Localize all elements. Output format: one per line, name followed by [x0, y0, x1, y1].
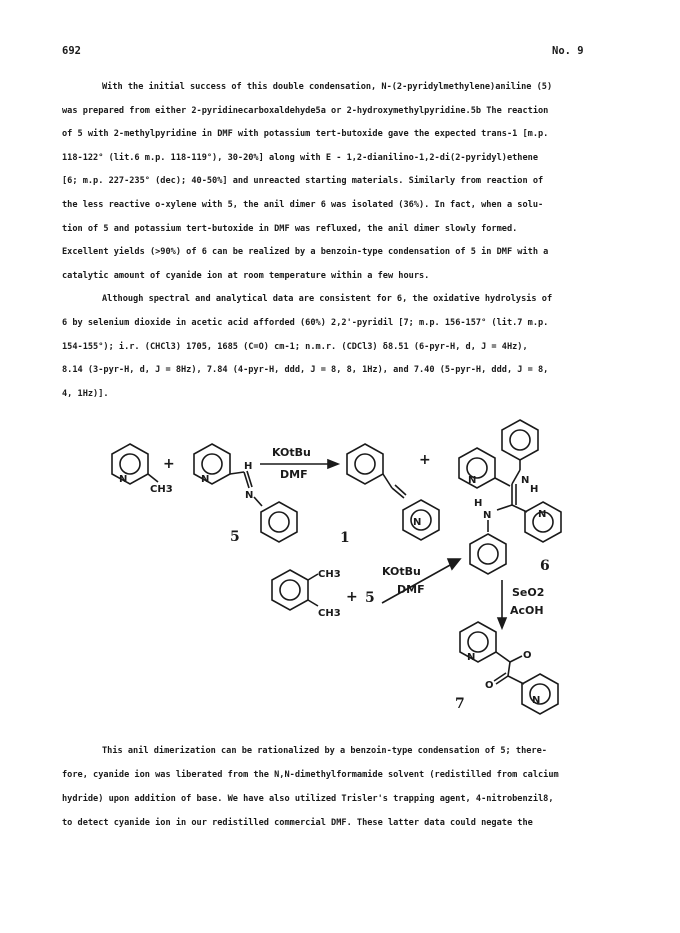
- plus-sign: +: [163, 456, 175, 472]
- methylpyridine-ch3-label: CH3: [150, 484, 173, 495]
- text-line: the less reactive o-xylene with 5, the anil dimer 6 was isolated (36%). In fact, when a solu-: [62, 199, 544, 210]
- compound-7-n-label-2: N: [532, 695, 541, 706]
- text-line: fore, cyanide ion was liberated from the N,N-dimethylformamide solvent (redistilled from calcium: [62, 770, 559, 780]
- reagent-3-top: SeO2: [512, 586, 545, 599]
- compound-1-number: 1: [340, 530, 350, 546]
- compound-5-n-label: N: [201, 474, 210, 485]
- o-xylene-structure: [272, 570, 318, 610]
- compound-5-imine-n-label: N: [245, 490, 254, 501]
- text-line: 8.14 (3-pyr-H, d, J = 8Hz), 7.84 (4-pyr-H, ddd, J = 8, 8, 1Hz), and 7.40 (5-pyr-H, ddd, J = 8,: [62, 365, 549, 376]
- compound-6-structure: [459, 420, 561, 574]
- compound-6-nh-n-label: N: [521, 475, 530, 486]
- compound-5-number: 5: [230, 529, 240, 545]
- text-line: [6; m.p. 227-235° (dec); 40-50%] and unreacted starting materials. Similarly from reaction of: [62, 176, 544, 187]
- reagent-2-top: KOtBu: [382, 565, 421, 578]
- plus-sign-3: +: [346, 589, 358, 605]
- text-line: to detect cyanide ion in our redistilled commercial DMF. These latter data could negate the: [62, 818, 533, 828]
- text-line: 6 by selenium dioxide in acetic acid afforded (60%) 2,2'-pyridil [7; m.p. 156-157° (lit.7 m.p.: [62, 317, 549, 328]
- methylpyridine-n-label: N: [119, 474, 128, 485]
- plus-sign-2: +: [419, 452, 431, 468]
- compound-7-n-label: N: [467, 652, 476, 663]
- compound-5-number-2: 5: [365, 590, 375, 606]
- issue-number: No. 9: [552, 45, 584, 57]
- body-text-bottom: [62, 739, 622, 835]
- reagent-3-bottom: AcOH: [510, 604, 544, 617]
- text-line: Although spectral and analytical data are consistent for 6, the oxidative hydrolysis of: [102, 294, 553, 305]
- compound-6-n-label: N: [468, 475, 477, 486]
- compound-6-ring-n-label: N: [538, 509, 547, 520]
- compound-7-o-label-2: O: [485, 680, 494, 691]
- compound-6-lower-h-label: H: [474, 498, 483, 509]
- text-line: Excellent yields (>90%) of 6 can be realized by a benzoin-type condensation of 5 in DMF with a: [62, 247, 549, 258]
- reagent-2-bottom: DMF: [397, 583, 425, 596]
- compound-5-h-label: H: [244, 461, 253, 472]
- page-number: 692: [62, 45, 81, 57]
- o-xylene-ch3-top: CH3: [318, 569, 341, 580]
- text-line: tion of 5 and potassium tert-butoxide in DMF was refluxed, the anil dimer slowly formed.: [62, 223, 518, 234]
- compound-1-n-label: N: [413, 517, 422, 528]
- compound-7-o-label-1: O: [523, 650, 532, 661]
- reagent-1-bottom: DMF: [280, 468, 308, 481]
- text-line: 154-155°); i.r. (CHCl3) 1705, 1685 (C=O) cm-1; n.m.r. (CDCl3) δ8.51 (6-pyr-H, d, J = 4Hz),: [62, 341, 528, 352]
- compound-6-lower-n-label: N: [483, 510, 492, 521]
- compound-7-structure: [460, 622, 558, 714]
- scheme-labels: [119, 446, 550, 712]
- compound-6-nh-h-label: H: [530, 484, 539, 495]
- reagent-1-top: KOtBu: [272, 446, 311, 459]
- text-line: was prepared from either 2-pyridinecarboxaldehyde5a or 2-hydroxymethylpyridine.5b The reaction: [62, 105, 549, 116]
- text-line: hydride) upon addition of base. We have also utilized Trisler's trapping agent, 4-nitrobenzil8,: [62, 794, 554, 804]
- text-line: This anil dimerization can be rationalized by a benzoin-type condensation of 5; there-: [102, 746, 547, 756]
- text-line: With the initial success of this double condensation, N-(2-pyridylmethylene)aniline (5): [102, 82, 553, 92]
- text-line: catalytic amount of cyanide ion at room temperature within a few hours.: [62, 270, 430, 281]
- text-line: of 5 with 2-methylpyridine in DMF with potassium tert-butoxide gave the expected trans-1 [m.p.: [62, 129, 549, 140]
- o-xylene-ch3-bottom: CH3: [318, 608, 341, 619]
- text-line: 118-122° (lit.6 m.p. 118-119°), 30-20%] along with E - 1,2-dianilino-1,2-di(2-pyridyl)ethene: [62, 152, 538, 163]
- text-line: 4, 1Hz)].: [62, 388, 109, 399]
- compound-7-number: 7: [455, 696, 465, 712]
- compound-6-number: 6: [540, 558, 550, 574]
